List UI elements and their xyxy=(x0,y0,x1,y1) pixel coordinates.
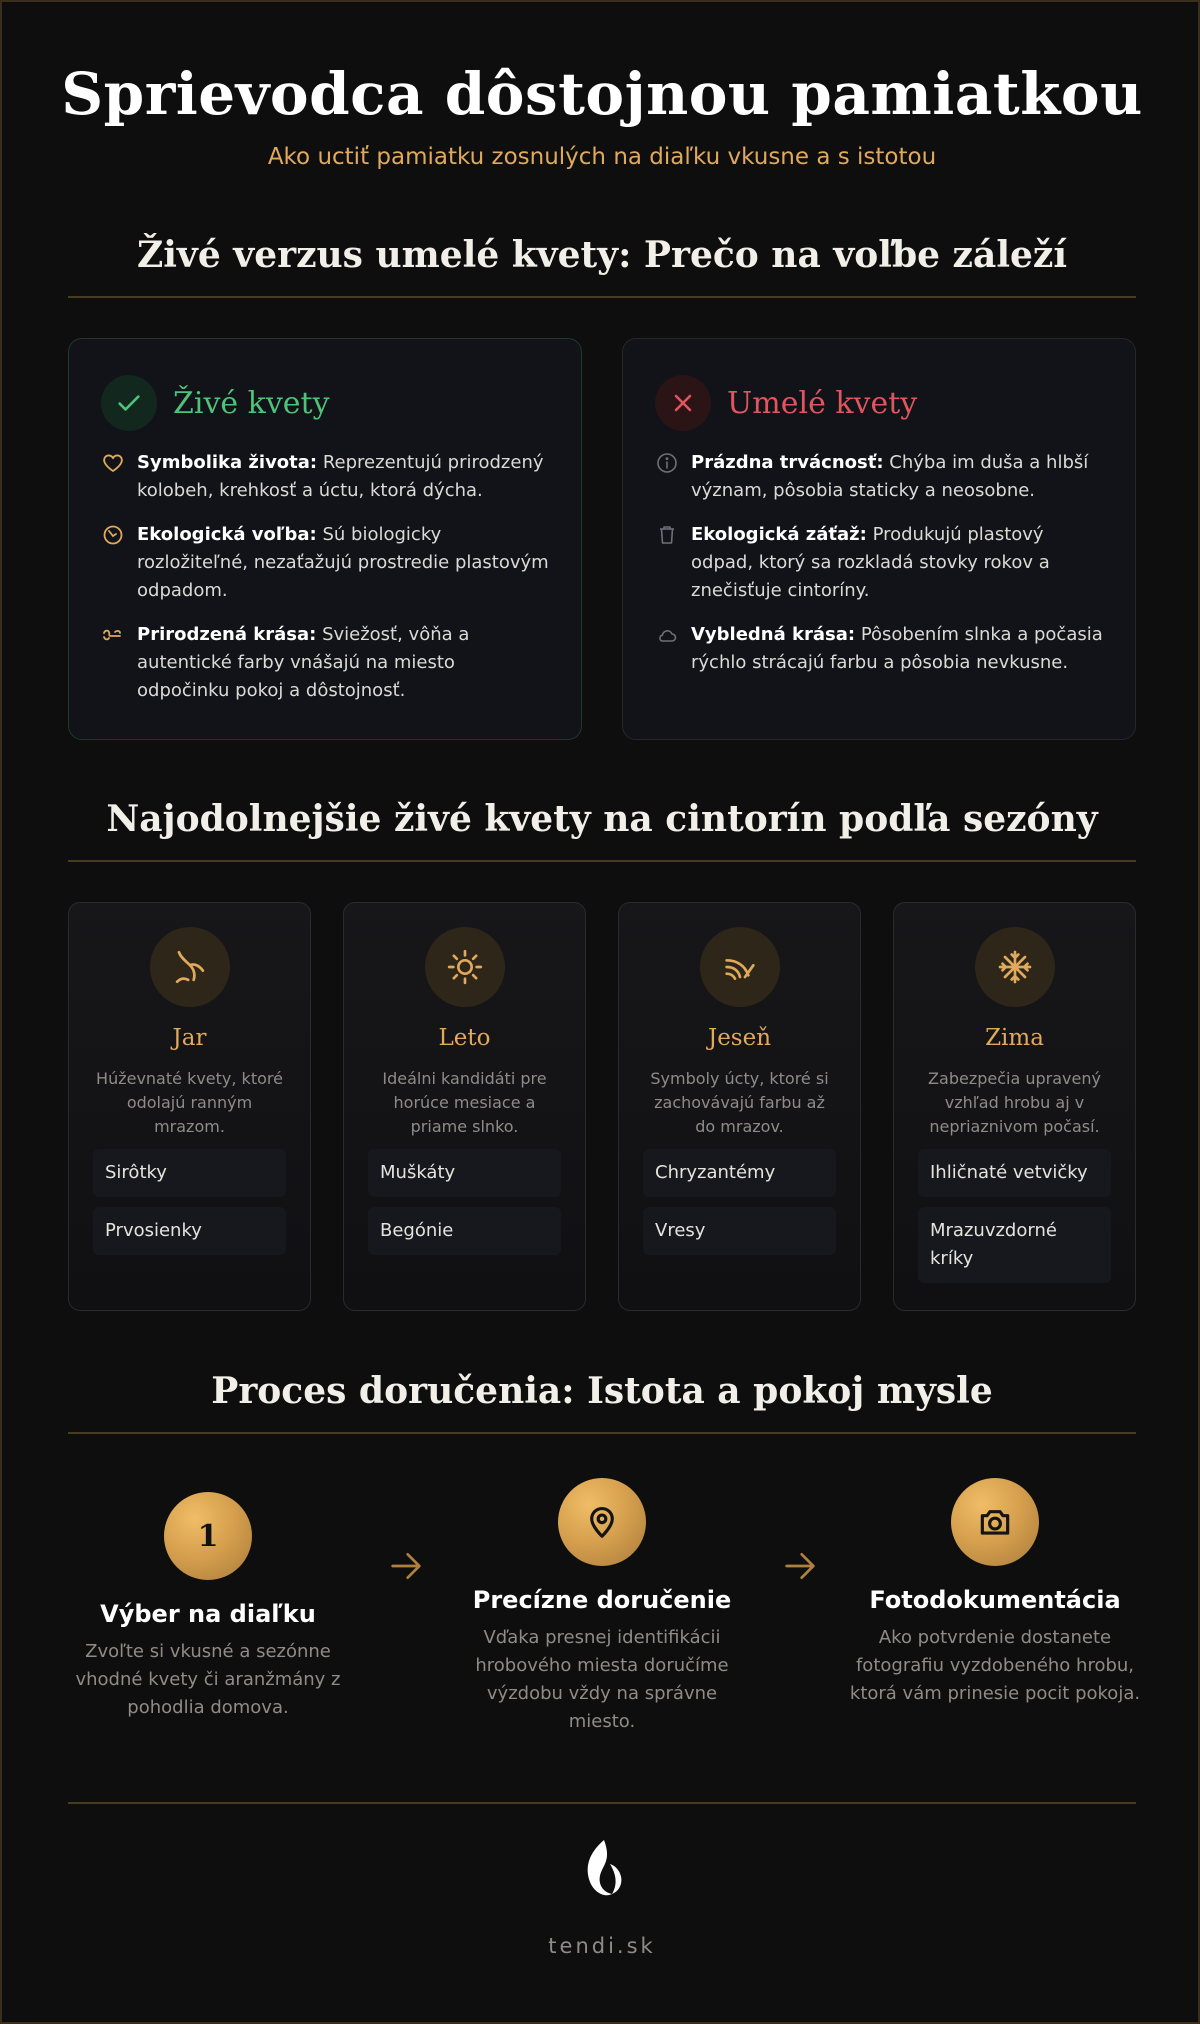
item-heading: Symbolika života: xyxy=(137,452,318,473)
section-divider xyxy=(68,1432,1136,1434)
arrow-right-icon xyxy=(386,1546,426,1586)
season-name: Jeseň xyxy=(707,1025,772,1051)
step-title: Fotodokumentácia xyxy=(869,1586,1121,1614)
artificial-flowers-title: Umelé kvety xyxy=(727,385,918,421)
item-text: Chýba im duša a hlbší význam, pôsobia staticky a neosobne. xyxy=(691,452,1089,501)
item-heading: Ekologická voľba: xyxy=(137,524,317,545)
item-text: Sú biologicky rozložiteľné, nezaťažujú prostredie plastovým odpadom. xyxy=(137,524,549,601)
list-item xyxy=(655,449,1103,505)
season-description: Húževnaté kvety, ktoré odolajú ranným mrazom. xyxy=(96,1069,283,1136)
flower-chip: Muškáty xyxy=(368,1149,561,1197)
list-item xyxy=(101,521,549,605)
season-name: Jar xyxy=(172,1025,207,1051)
item-heading: Prázdna trvácnosť: xyxy=(691,452,884,473)
comparison-section-title: Živé verzus umelé kvety: Prečo na voľbe záleží xyxy=(136,234,1068,276)
info-icon xyxy=(655,451,679,475)
season-card-autumn xyxy=(618,902,861,1311)
step-description: Ako potvrdenie dostanete fotografiu vyzdobeného hrobu, ktorá vám prinesie pocit pokoja. xyxy=(849,1627,1141,1704)
sun-icon xyxy=(425,927,505,1007)
season-description: Ideálni kandidáti pre horúce mesiace a priame slnko. xyxy=(382,1069,547,1136)
close-icon xyxy=(655,375,711,431)
footer-divider xyxy=(68,1802,1136,1804)
cloud-icon xyxy=(655,623,679,647)
map-pin-icon xyxy=(558,1478,646,1566)
item-heading: Ekologická záťaž: xyxy=(691,524,867,545)
flower-chip: Chryzantémy xyxy=(643,1149,836,1197)
step-title: Výber na diaľku xyxy=(100,1600,316,1628)
step-number-badge: 1 xyxy=(164,1492,252,1580)
step-description: Zvoľte si vkusné a sezónne vhodné kvety či aranžmány z pohodlia domova. xyxy=(75,1641,341,1718)
trash-icon xyxy=(655,523,679,547)
season-card-summer xyxy=(343,902,586,1311)
item-text: Produkujú plastový odpad, ktorý sa rozkladá stovky rokov a znečisťuje cintoríny. xyxy=(691,524,1050,601)
list-item xyxy=(655,521,1103,605)
step-title: Precízne doručenie xyxy=(472,1586,732,1614)
item-text: Pôsobením slnka a počasia rýchlo strácajú farbu a pôsobia nevkusne. xyxy=(691,624,1103,673)
artificial-flowers-card xyxy=(622,338,1136,740)
flame-icon xyxy=(580,1838,624,1906)
sprout-icon xyxy=(150,927,230,1007)
list-item xyxy=(655,621,1103,677)
season-name: Leto xyxy=(438,1025,491,1051)
flower-chip: Mrazuvzdorné kríky xyxy=(918,1207,1111,1283)
recycle-icon xyxy=(101,523,125,547)
live-flowers-card xyxy=(68,338,582,740)
season-name: Zima xyxy=(985,1025,1044,1051)
check-icon xyxy=(101,375,157,431)
item-heading: Vybledná krása: xyxy=(691,624,856,645)
live-flowers-title: Živé kvety xyxy=(173,385,330,421)
process-step-delivery xyxy=(452,1478,752,1736)
arrow-right-icon xyxy=(780,1546,820,1586)
flower-chip: Begónie xyxy=(368,1207,561,1255)
section-divider xyxy=(68,296,1136,298)
item-text: Sviežosť, vôňa a autentické farby vnášajú na miesto odpočinku pokoj a dôstojnosť. xyxy=(137,624,470,701)
season-card-spring xyxy=(68,902,311,1311)
page-subtitle: Ako uctiť pamiatku zosnulých na diaľku vkusne a s istotou xyxy=(267,144,937,170)
flower-chip: Prvosienky xyxy=(93,1207,286,1255)
wind-leaf-icon xyxy=(700,927,780,1007)
flower-chip: Vresy xyxy=(643,1207,836,1255)
snowflake-icon xyxy=(975,927,1055,1007)
flower-chip: Ihličnaté vetvičky xyxy=(918,1149,1111,1197)
item-text: Reprezentujú prirodzený kolobeh, krehkosť a úctu, ktorá dýcha. xyxy=(137,452,544,501)
season-description: Symboly úcty, ktoré si zachovávajú farbu až do mrazov. xyxy=(650,1069,829,1136)
process-step-photo xyxy=(845,1478,1145,1708)
season-description: Zabezpečia upravený vzhľad hrobu aj v nepriaznivom počasí. xyxy=(928,1069,1101,1136)
process-section-title: Proces doručenia: Istota a pokoj mysle xyxy=(211,1370,993,1412)
footer-brand[interactable]: tendi.sk xyxy=(548,1934,656,1958)
item-heading: Prirodzená krása: xyxy=(137,624,317,645)
process-step-selection xyxy=(58,1492,358,1722)
camera-icon xyxy=(951,1478,1039,1566)
wind-icon xyxy=(101,623,125,647)
seasons-section-title: Najodolnejšie živé kvety na cintorín podľa sezóny xyxy=(106,798,1098,840)
page-title: Sprievodca dôstojnou pamiatkou xyxy=(61,60,1143,128)
section-divider xyxy=(68,860,1136,862)
list-item xyxy=(101,449,549,505)
step-description: Vďaka presnej identifikácii hrobového miesta doručíme výzdobu vždy na správne miesto. xyxy=(475,1627,729,1732)
season-card-winter xyxy=(893,902,1136,1311)
flower-chip: Sirôtky xyxy=(93,1149,286,1197)
heart-icon xyxy=(101,451,125,475)
list-item xyxy=(101,621,549,705)
